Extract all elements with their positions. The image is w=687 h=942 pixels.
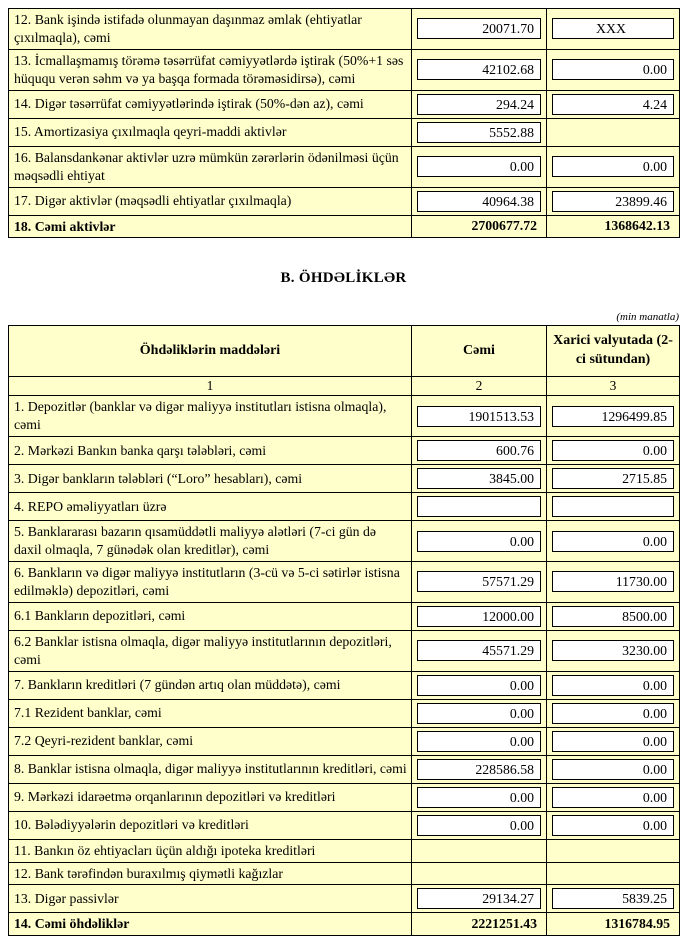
row-label: 7.1 Rezident banklar, cəmi [9,699,412,727]
unit-note: (min manatla) [616,311,679,324]
column-number-row [9,377,680,396]
row-label: 18. Cəmi aktivlər [9,215,412,238]
liabilities-table [8,325,680,936]
row-value-cell [547,602,680,630]
table-row [9,811,680,839]
row-label: 8. Banklar istisna olmaqla, digər maliyyə institutlarının kreditləri, cəmi [9,755,412,783]
row-value-cell [547,727,680,755]
row-label: 12. Bank işində istifadə olunmayan daşınmaz əmlak (ehtiyatlar çıxılmaqla), cəmi [9,9,412,50]
value-box: 3230.00 [552,640,674,661]
value-box: 3845.00 [417,468,541,489]
row-label: 4. REPO əməliyyatları üzrə [9,493,412,521]
row-value-cell [412,699,547,727]
table-row [9,913,680,936]
value-box: 0.00 [417,156,541,177]
table-row [9,783,680,811]
value-box: 0.00 [552,59,674,80]
header-total-label: Cəmi [412,326,547,377]
table-row [9,839,680,862]
column-number-1: 1 [9,377,412,396]
table-row [9,862,680,885]
table-row [9,465,680,493]
row-value-cell [412,465,547,493]
value-box: XXX [552,18,674,39]
row-value-cell [412,9,547,50]
row-value-cell [547,671,680,699]
value-box: 20071.70 [417,18,541,39]
value-box: 5839.25 [552,888,674,909]
value-box: 0.00 [552,675,674,696]
row-value-cell [547,839,680,862]
row-value-cell [547,493,680,521]
row-value-cell [412,49,547,90]
row-label: 9. Mərkəzi idarəetmə orqanlarının depozitləri və kreditləri [9,783,412,811]
row-value-cell [412,396,547,437]
row-value-cell [412,862,547,885]
row-value-cell [412,521,547,562]
value-box: 45571.29 [417,640,541,661]
row-label: 17. Digər aktivlər (məqsədli ehtiyatlar çıxılmaqla) [9,187,412,215]
column-number-3: 3 [547,377,680,396]
row-label: 13. Digər passivlər [9,885,412,913]
row-value-cell [547,755,680,783]
value-box: 23899.46 [552,191,674,212]
value-box: 12000.00 [417,606,541,627]
value-box: 0.00 [417,787,541,808]
value-box: 0.00 [417,531,541,552]
value-box: 0.00 [417,731,541,752]
row-value-cell [412,671,547,699]
row-value-cell [547,9,680,50]
header-foreign-currency-label: Xarici valyutada (2-ci sütundan) [547,326,680,377]
header-items-label: Öhdəliklərin maddələri [9,326,412,377]
table-row [9,493,680,521]
value-box [417,496,541,517]
value-box: 40964.38 [417,191,541,212]
value-box: 0.00 [552,787,674,808]
row-label: 10. Bələdiyyələrin depozitləri və kreditləri [9,811,412,839]
row-value-cell [547,521,680,562]
row-label: 13. İcmallaşmamış törəmə təsərrüfat cəmiyyətlərdə iştirak (50%+1 səs hüququ verən səhm və ya başqa formada törəməsidirsə), cəmi [9,49,412,90]
row-value-cell [412,630,547,671]
row-label: 14. Digər təsərrüfat cəmiyyətlərində iştirak (50%-dən az), cəmi [9,90,412,118]
row-label: 7. Bankların kreditləri (7 gündən artıq olan müddətə), cəmi [9,671,412,699]
table-row [9,521,680,562]
value-box: 0.00 [417,703,541,724]
row-value-cell [412,602,547,630]
value-box: 228586.58 [417,759,541,780]
value-box: 2715.85 [552,468,674,489]
row-label: 12. Bank tərəfindən buraxılmış qiymətli kağızlar [9,862,412,885]
section-title: B. ÖHDƏLİKLƏR [280,270,407,287]
row-value-cell: 2221251.43 [412,913,547,936]
value-box: 29134.27 [417,888,541,909]
row-value-cell [547,49,680,90]
row-value-cell [547,118,680,146]
value-box: 8500.00 [552,606,674,627]
row-value-cell [547,862,680,885]
table-row [9,437,680,465]
row-value-cell [412,146,547,187]
value-box: 0.00 [552,703,674,724]
row-value-cell [547,783,680,811]
row-value-cell [412,783,547,811]
liabilities-header-row [9,326,680,377]
value-box: 0.00 [417,675,541,696]
row-value-cell [412,839,547,862]
row-label: 6.2 Banklar istisna olmaqla, digər maliyyə institutlarının depozitləri, cəmi [9,630,412,671]
value-box: 11730.00 [552,571,674,592]
value-box: 0.00 [552,815,674,836]
table-row [9,187,680,215]
table-row [9,755,680,783]
row-value-cell [547,699,680,727]
table-row [9,396,680,437]
row-label: 2. Mərkəzi Bankın banka qarşı tələbləri, cəmi [9,437,412,465]
row-value-cell [547,561,680,602]
assets-table-body [9,9,680,238]
table-row [9,671,680,699]
row-value-cell [412,90,547,118]
row-value-cell [412,885,547,913]
value-box: 1901513.53 [417,406,541,427]
table-row [9,9,680,50]
row-value-cell [412,811,547,839]
row-label: 16. Balansdankənar aktivlər uzrə mümkün zərərlərin ödənilməsi üçün məqsədli ehtiyat [9,146,412,187]
row-value-cell [412,187,547,215]
value-box: 0.00 [552,531,674,552]
row-value-cell [547,396,680,437]
row-value-cell [412,118,547,146]
value-box: 1296499.85 [552,406,674,427]
value-box: 0.00 [552,440,674,461]
row-value-cell [412,437,547,465]
value-box: 294.24 [417,94,541,115]
value-box: 0.00 [552,759,674,780]
row-value-cell: 1368642.13 [547,215,680,238]
value-box: 42102.68 [417,59,541,80]
value-box [552,496,674,517]
column-number-2: 2 [412,377,547,396]
table-row [9,630,680,671]
table-row [9,49,680,90]
row-value-cell [412,493,547,521]
table-row [9,699,680,727]
assets-table [8,8,680,238]
row-label: 1. Depozitlər (banklar və digər maliyyə institutları istisna olmaqla), cəmi [9,396,412,437]
table-row [9,118,680,146]
value-box: 5552.88 [417,122,541,143]
row-label: 14. Cəmi öhdəliklər [9,913,412,936]
table-row [9,727,680,755]
value-box: 57571.29 [417,571,541,592]
table-row [9,602,680,630]
row-value-cell [547,811,680,839]
row-value-cell [547,146,680,187]
value-box: 600.76 [417,440,541,461]
row-value-cell [412,727,547,755]
row-value-cell [547,437,680,465]
row-value-cell [547,465,680,493]
table-row [9,146,680,187]
value-box: 0.00 [552,731,674,752]
row-value-cell [547,630,680,671]
row-value-cell [412,561,547,602]
table-row [9,90,680,118]
table-row [9,215,680,238]
row-label: 7.2 Qeyri-rezident banklar, cəmi [9,727,412,755]
row-label: 6. Bankların və digər maliyyə institutların (3-cü və 5-ci sətirlər istisna edilməklə) depozitləri, cəmi [9,561,412,602]
table-row [9,885,680,913]
row-label: 15. Amortizasiya çıxılmaqla qeyri-maddi aktivlər [9,118,412,146]
value-box: 4.24 [552,94,674,115]
row-value-cell: 1316784.95 [547,913,680,936]
row-label: 3. Digər bankların tələbləri (“Loro” hesabları), cəmi [9,465,412,493]
row-value-cell: 2700677.72 [412,215,547,238]
row-value-cell [547,187,680,215]
row-value-cell [547,885,680,913]
value-box: 0.00 [417,815,541,836]
row-label: 6.1 Bankların depozitləri, cəmi [9,602,412,630]
table-row [9,561,680,602]
liabilities-table-body [9,396,680,936]
row-value-cell [547,90,680,118]
value-box: 0.00 [552,156,674,177]
row-label: 11. Bankın öz ehtiyacları üçün aldığı ipoteka kreditləri [9,839,412,862]
row-label: 5. Banklararası bazarın qısamüddətli maliyyə alətləri (7-ci gün də daxil olmaqla, 7 günədək olan kreditlər), cəmi [9,521,412,562]
row-value-cell [412,755,547,783]
